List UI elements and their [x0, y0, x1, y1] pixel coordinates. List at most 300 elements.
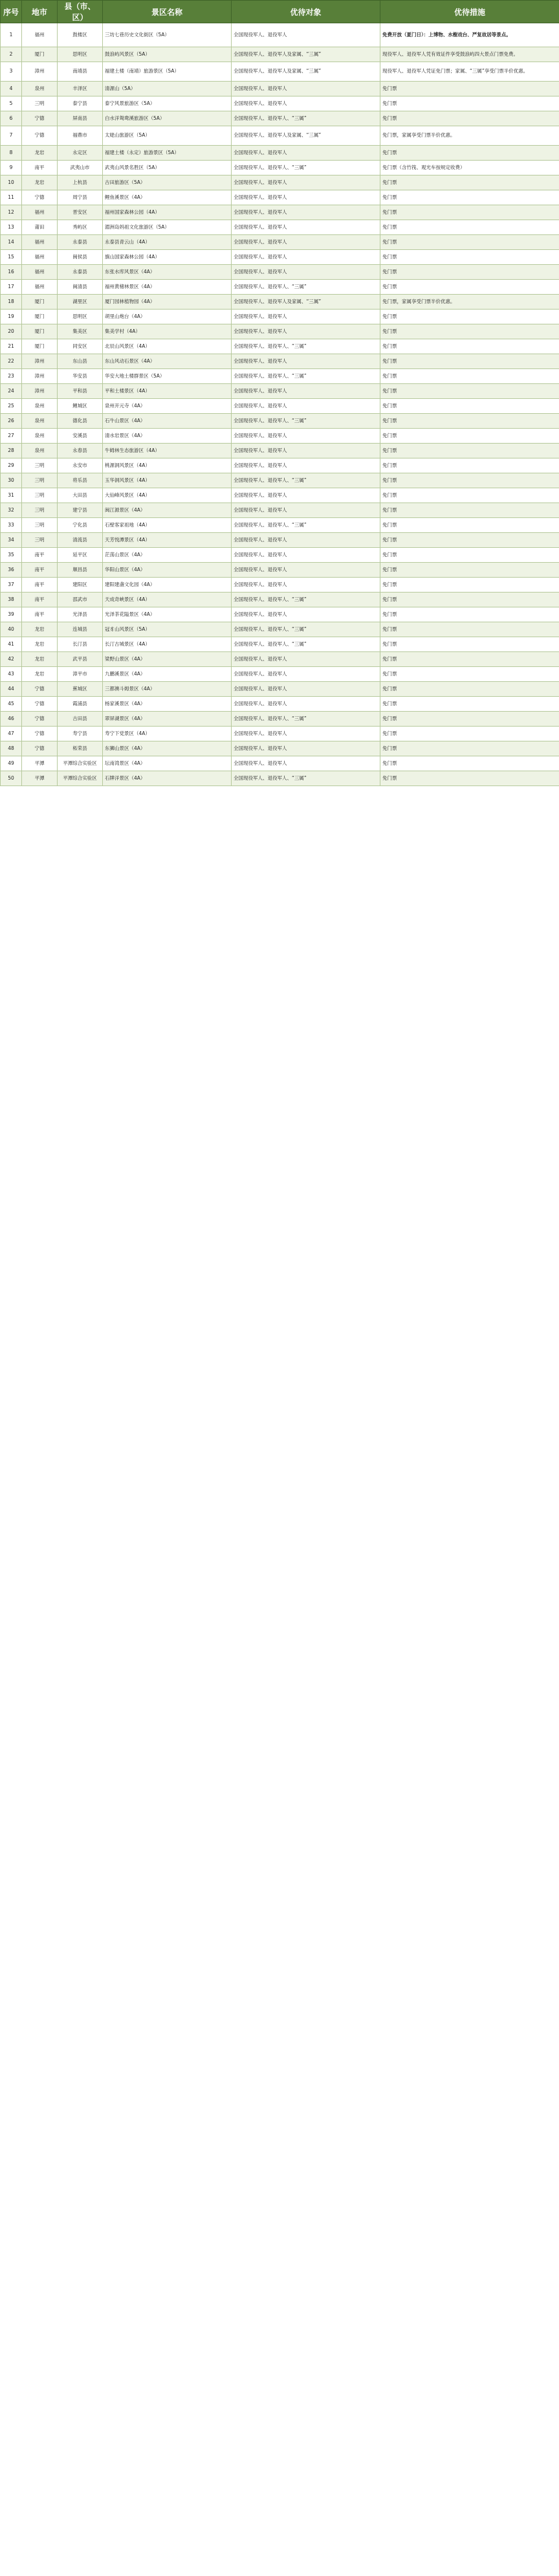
row-county: 平潭综合实验区 [58, 756, 103, 771]
row-city: 三明 [22, 518, 58, 533]
row-scenic-name: 福州国家森林公园（4A） [103, 205, 232, 220]
row-city: 三明 [22, 503, 58, 518]
row-measure: 免门票 [380, 324, 559, 339]
table-row [1, 280, 559, 295]
row-city: 宁德 [22, 697, 58, 712]
row-county: 建阳区 [58, 578, 103, 593]
row-county: 华安县 [58, 369, 103, 384]
row-measure: 免门票 [380, 756, 559, 771]
row-target: 全国现役军人、退役军人、“三属” [232, 111, 380, 126]
row-no: 49 [1, 756, 22, 771]
row-county: 东山县 [58, 354, 103, 369]
row-no: 35 [1, 548, 22, 563]
row-scenic-name: 石牛山景区（4A） [103, 414, 232, 429]
row-county: 漳平市 [58, 667, 103, 682]
row-measure: 免门票 [380, 205, 559, 220]
row-no: 47 [1, 727, 22, 741]
row-county: 顺昌县 [58, 563, 103, 578]
table-body [1, 23, 559, 786]
row-measure: 免门票 [380, 235, 559, 250]
row-scenic-name: 泉州开元寺（4A） [103, 399, 232, 414]
row-scenic-name: 冠豸山风景区（5A） [103, 622, 232, 637]
row-target: 全国现役军人、退役军人、“三属” [232, 339, 380, 354]
row-city: 宁德 [22, 126, 58, 146]
table-row [1, 458, 559, 473]
table-row [1, 384, 559, 399]
row-target: 全国现役军人、退役军人 [232, 265, 380, 280]
row-scenic-name: 太姥山旅游区（5A） [103, 126, 232, 146]
header-measure: 优待措施 [380, 1, 559, 23]
row-city: 厦门 [22, 310, 58, 324]
row-target: 全国现役军人、退役军人 [232, 399, 380, 414]
row-measure: 免门票 [380, 637, 559, 652]
row-target: 全国现役军人、退役军人及家属、“三属” [232, 47, 380, 62]
row-no: 48 [1, 741, 22, 756]
row-city: 福州 [22, 250, 58, 265]
row-no: 23 [1, 369, 22, 384]
row-target: 全国现役军人、退役军人 [232, 503, 380, 518]
row-measure: 免门票（含竹筏、观光车按规定收费） [380, 161, 559, 175]
row-county: 蕉城区 [58, 682, 103, 697]
table-row [1, 111, 559, 126]
row-county: 周宁县 [58, 190, 103, 205]
row-county: 永泰县 [58, 265, 103, 280]
row-scenic-name: 寿宁下党景区（4A） [103, 727, 232, 741]
row-target: 全国现役军人、退役军人 [232, 697, 380, 712]
row-measure: 免门票 [380, 220, 559, 235]
row-city: 宁德 [22, 190, 58, 205]
row-no: 27 [1, 429, 22, 444]
table-row [1, 414, 559, 429]
row-city: 南平 [22, 548, 58, 563]
row-scenic-name: 玉华洞风景区（4A） [103, 473, 232, 488]
table-row [1, 175, 559, 190]
row-no: 7 [1, 126, 22, 146]
row-county: 永定区 [58, 146, 103, 161]
table-row [1, 190, 559, 205]
row-city: 三明 [22, 473, 58, 488]
row-no: 37 [1, 578, 22, 593]
table-row [1, 265, 559, 280]
row-measure: 免门票 [380, 712, 559, 727]
table-row [1, 712, 559, 727]
row-no: 21 [1, 339, 22, 354]
row-measure: 免门票 [380, 563, 559, 578]
row-measure: 免门票 [380, 622, 559, 637]
row-measure: 免门票 [380, 593, 559, 607]
row-no: 20 [1, 324, 22, 339]
row-target: 全国现役军人、退役军人 [232, 548, 380, 563]
row-city: 平潭 [22, 756, 58, 771]
row-measure: 免门票 [380, 354, 559, 369]
table-row [1, 205, 559, 220]
row-city: 漳州 [22, 354, 58, 369]
row-scenic-name: 梁野山景区（4A） [103, 652, 232, 667]
row-county: 集美区 [58, 324, 103, 339]
row-county: 清流县 [58, 533, 103, 548]
row-city: 南平 [22, 578, 58, 593]
row-scenic-name: 大仙峰风景区（4A） [103, 488, 232, 503]
row-no: 33 [1, 518, 22, 533]
table-row [1, 548, 559, 563]
row-target: 全国现役军人、退役军人 [232, 578, 380, 593]
row-target: 全国现役军人、退役军人 [232, 682, 380, 697]
row-measure: 免门票 [380, 96, 559, 111]
row-measure: 免门票 [380, 414, 559, 429]
row-measure: 免门票 [380, 339, 559, 354]
row-measure: 免门票 [380, 458, 559, 473]
row-city: 三明 [22, 458, 58, 473]
table-row [1, 444, 559, 458]
row-scenic-name: 三坊七巷历史文化街区（5A） [103, 23, 232, 47]
row-target: 全国现役军人、退役军人、“三属” [232, 414, 380, 429]
table-row [1, 23, 559, 47]
row-target: 全国现役军人、退役军人 [232, 146, 380, 161]
row-scenic-name: 石牌洋景区（4A） [103, 771, 232, 786]
row-scenic-name: 福建土楼（永定）旅游景区（5A） [103, 146, 232, 161]
row-city: 宁德 [22, 111, 58, 126]
row-measure: 免门票 [380, 310, 559, 324]
row-no: 22 [1, 354, 22, 369]
row-scenic-name: 湄洲岛妈祖文化旅游区（5A） [103, 220, 232, 235]
row-no: 44 [1, 682, 22, 697]
row-no: 38 [1, 593, 22, 607]
row-scenic-name: 福建土楼（南靖）旅游景区（5A） [103, 62, 232, 82]
row-no: 29 [1, 458, 22, 473]
table-row [1, 250, 559, 265]
row-scenic-name: 旗山国家森林公园（4A） [103, 250, 232, 265]
row-measure: 免费开放（夏门日）：上博物、水榭戏台、严复故居等景点。 [380, 23, 559, 47]
row-city: 泉州 [22, 82, 58, 96]
row-measure: 免门票 [380, 697, 559, 712]
row-county: 同安区 [58, 339, 103, 354]
row-scenic-name: 古田旅游区（5A） [103, 175, 232, 190]
row-no: 28 [1, 444, 22, 458]
table-row [1, 62, 559, 82]
policy-table [0, 0, 559, 786]
row-no: 5 [1, 96, 22, 111]
row-no: 17 [1, 280, 22, 295]
policy-table-sheet [0, 0, 559, 786]
row-city: 平潭 [22, 771, 58, 786]
row-target: 全国现役军人、退役军人、“三属” [232, 637, 380, 652]
row-target: 全国现役军人、退役军人、“三属” [232, 593, 380, 607]
row-scenic-name: 光泽茶花隘景区（4A） [103, 607, 232, 622]
table-row [1, 741, 559, 756]
row-scenic-name: 北辰山风景区（4A） [103, 339, 232, 354]
row-city: 南平 [22, 593, 58, 607]
row-target: 全国现役军人、退役军人及家属、“三属” [232, 126, 380, 146]
row-scenic-name: 建阳建盏文化园（4A） [103, 578, 232, 593]
header-city: 地市 [22, 1, 58, 23]
row-measure: 免门票 [380, 518, 559, 533]
row-scenic-name: 石壁客家祖地（4A） [103, 518, 232, 533]
row-county: 福鼎市 [58, 126, 103, 146]
row-no: 39 [1, 607, 22, 622]
row-scenic-name: 清源山（5A） [103, 82, 232, 96]
row-measure: 免门票 [380, 190, 559, 205]
row-city: 漳州 [22, 369, 58, 384]
row-target: 全国现役军人、退役军人 [232, 96, 380, 111]
row-county: 安溪县 [58, 429, 103, 444]
row-county: 上杭县 [58, 175, 103, 190]
row-target: 全国现役军人、退役军人 [232, 667, 380, 682]
row-target: 全国现役军人、退役军人 [232, 324, 380, 339]
row-target: 全国现役军人、退役军人、“三属” [232, 473, 380, 488]
row-scenic-name: 华阳山景区（4A） [103, 563, 232, 578]
row-scenic-name: 天成奇峡景区（4A） [103, 593, 232, 607]
row-scenic-name: 东山风动石景区（4A） [103, 354, 232, 369]
row-city: 泉州 [22, 399, 58, 414]
row-target: 全国现役军人、退役军人、“三属” [232, 622, 380, 637]
table-row [1, 324, 559, 339]
row-county: 延平区 [58, 548, 103, 563]
header-target: 优待对象 [232, 1, 380, 23]
row-measure: 免门票 [380, 473, 559, 488]
row-city: 漳州 [22, 62, 58, 82]
row-county: 闽侯县 [58, 250, 103, 265]
row-county: 思明区 [58, 310, 103, 324]
row-no: 1 [1, 23, 22, 47]
row-target: 全国现役军人、退役军人 [232, 384, 380, 399]
row-city: 南平 [22, 161, 58, 175]
row-measure: 免门票 [380, 727, 559, 741]
row-measure: 免门票 [380, 111, 559, 126]
row-county: 武平县 [58, 652, 103, 667]
row-no: 40 [1, 622, 22, 637]
row-scenic-name: 平和土楼景区（4A） [103, 384, 232, 399]
row-target: 全国现役军人、退役军人 [232, 82, 380, 96]
table-row [1, 235, 559, 250]
row-county: 泰宁县 [58, 96, 103, 111]
table-row [1, 161, 559, 175]
row-county: 屏南县 [58, 111, 103, 126]
row-target: 全国现役军人、退役军人 [232, 741, 380, 756]
row-measure: 免门票 [380, 384, 559, 399]
row-target: 全国现役军人、退役军人 [232, 175, 380, 190]
table-row [1, 354, 559, 369]
row-county: 长汀县 [58, 637, 103, 652]
row-scenic-name: 清水岩景区（4A） [103, 429, 232, 444]
table-row [1, 697, 559, 712]
row-county: 武夷山市 [58, 161, 103, 175]
row-target: 全国现役军人、退役军人 [232, 250, 380, 265]
table-row [1, 756, 559, 771]
row-measure: 免门票 [380, 444, 559, 458]
row-measure: 免门票 [380, 741, 559, 756]
row-target: 全国现役军人、退役军人 [232, 205, 380, 220]
row-measure: 免门票 [380, 578, 559, 593]
table-row [1, 339, 559, 354]
row-city: 泉州 [22, 414, 58, 429]
table-row [1, 429, 559, 444]
table-row [1, 667, 559, 682]
row-measure: 免门票 [380, 265, 559, 280]
row-no: 13 [1, 220, 22, 235]
row-target: 全国现役军人、退役军人、“三属” [232, 161, 380, 175]
row-no: 18 [1, 295, 22, 310]
row-no: 3 [1, 62, 22, 82]
row-city: 厦门 [22, 295, 58, 310]
row-city: 厦门 [22, 339, 58, 354]
row-county: 鼓楼区 [58, 23, 103, 47]
row-county: 平和县 [58, 384, 103, 399]
row-no: 8 [1, 146, 22, 161]
row-target: 全国现役军人、退役军人及家属、“三属” [232, 295, 380, 310]
row-scenic-name: 长汀古城景区（4A） [103, 637, 232, 652]
table-row [1, 637, 559, 652]
row-measure: 免门票 [380, 280, 559, 295]
row-target: 全国现役军人、退役军人、“三属” [232, 369, 380, 384]
row-no: 26 [1, 414, 22, 429]
table-row [1, 295, 559, 310]
row-target: 全国现役军人、退役军人 [232, 444, 380, 458]
table-row [1, 146, 559, 161]
row-measure: 免门票 [380, 503, 559, 518]
row-no: 32 [1, 503, 22, 518]
row-county: 邵武市 [58, 593, 103, 607]
row-city: 福州 [22, 280, 58, 295]
row-city: 泉州 [22, 429, 58, 444]
row-target: 全国现役军人、退役军人、“三属” [232, 712, 380, 727]
header-county: 县（市、区） [58, 1, 103, 23]
row-city: 龙岩 [22, 652, 58, 667]
row-county: 永安市 [58, 458, 103, 473]
row-target: 全国现役军人、退役军人 [232, 23, 380, 47]
row-target: 全国现役军人、退役军人、“三属” [232, 280, 380, 295]
row-city: 福州 [22, 205, 58, 220]
row-scenic-name: 闽江源景区（4A） [103, 503, 232, 518]
row-county: 霞浦县 [58, 697, 103, 712]
row-measure: 免门票 [380, 488, 559, 503]
row-no: 31 [1, 488, 22, 503]
row-county: 闽清县 [58, 280, 103, 295]
row-county: 光泽县 [58, 607, 103, 622]
row-measure: 免门票 [380, 369, 559, 384]
row-county: 思明区 [58, 47, 103, 62]
row-scenic-name: 九鹏溪景区（4A） [103, 667, 232, 682]
table-row [1, 47, 559, 62]
row-no: 6 [1, 111, 22, 126]
row-scenic-name: 华安大地土楼群景区（5A） [103, 369, 232, 384]
row-scenic-name: 泰宁风景旅游区（5A） [103, 96, 232, 111]
table-row [1, 771, 559, 786]
row-no: 9 [1, 161, 22, 175]
row-measure: 免门票，家属享受门票半价优惠。 [380, 295, 559, 310]
row-city: 龙岩 [22, 146, 58, 161]
row-measure: 免门票 [380, 175, 559, 190]
row-county: 湖里区 [58, 295, 103, 310]
table-row [1, 473, 559, 488]
row-county: 永泰县 [58, 235, 103, 250]
row-scenic-name: 永泰县青云山（4A） [103, 235, 232, 250]
table-row [1, 533, 559, 548]
table-row [1, 727, 559, 741]
table-row [1, 96, 559, 111]
row-county: 宁化县 [58, 518, 103, 533]
row-city: 漳州 [22, 384, 58, 399]
row-measure: 免门票 [380, 533, 559, 548]
row-city: 三明 [22, 96, 58, 111]
row-measure: 免门票 [380, 607, 559, 622]
row-measure: 免门票 [380, 652, 559, 667]
table-row [1, 518, 559, 533]
header-scenic-name: 景区名称 [103, 1, 232, 23]
table-row [1, 563, 559, 578]
row-target: 全国现役军人、退役军人 [232, 533, 380, 548]
table-row [1, 126, 559, 146]
row-county: 寿宁县 [58, 727, 103, 741]
row-target: 全国现役军人、退役军人 [232, 563, 380, 578]
row-county: 柘荣县 [58, 741, 103, 756]
table-row [1, 503, 559, 518]
table-row [1, 220, 559, 235]
row-target: 全国现役军人、退役军人 [232, 607, 380, 622]
row-scenic-name: 集美学村（4A） [103, 324, 232, 339]
table-row [1, 310, 559, 324]
row-no: 19 [1, 310, 22, 324]
row-scenic-name: 东张水库风景区（4A） [103, 265, 232, 280]
row-scenic-name: 茫荡山景区（4A） [103, 548, 232, 563]
row-measure: 现役军人、退役军人凭有效证件享受鼓浪屿四大景点门票免费。 [380, 47, 559, 62]
row-target: 全国现役军人、退役军人、“三属” [232, 771, 380, 786]
row-no: 16 [1, 265, 22, 280]
row-county: 建宁县 [58, 503, 103, 518]
row-county: 将乐县 [58, 473, 103, 488]
header-no: 序号 [1, 1, 22, 23]
row-no: 36 [1, 563, 22, 578]
row-target: 全国现役军人、退役军人 [232, 429, 380, 444]
row-county: 连城县 [58, 622, 103, 637]
row-city: 泉州 [22, 444, 58, 458]
row-city: 龙岩 [22, 667, 58, 682]
row-measure: 免门票，家属享受门票半价优惠。 [380, 126, 559, 146]
row-city: 宁德 [22, 682, 58, 697]
row-city: 南平 [22, 563, 58, 578]
row-measure: 免门票 [380, 667, 559, 682]
row-target: 全国现役军人、退役军人、“三属” [232, 518, 380, 533]
row-no: 4 [1, 82, 22, 96]
row-scenic-name: 东狮山景区（4A） [103, 741, 232, 756]
row-measure: 免门票 [380, 682, 559, 697]
table-row [1, 578, 559, 593]
row-city: 宁德 [22, 727, 58, 741]
row-scenic-name: 鲤鱼溪景区（4A） [103, 190, 232, 205]
table-row [1, 82, 559, 96]
row-measure: 免门票 [380, 250, 559, 265]
row-city: 莆田 [22, 220, 58, 235]
row-city: 龙岩 [22, 622, 58, 637]
row-no: 15 [1, 250, 22, 265]
row-county: 古田县 [58, 712, 103, 727]
row-measure: 免门票 [380, 82, 559, 96]
row-target: 全国现役军人、退役军人 [232, 354, 380, 369]
row-scenic-name: 坛南湾景区（4A） [103, 756, 232, 771]
row-target: 全国现役军人、退役军人 [232, 756, 380, 771]
row-city: 三明 [22, 488, 58, 503]
table-row [1, 682, 559, 697]
row-city: 龙岩 [22, 637, 58, 652]
row-city: 龙岩 [22, 175, 58, 190]
row-city: 福州 [22, 265, 58, 280]
row-county: 晋安区 [58, 205, 103, 220]
row-no: 34 [1, 533, 22, 548]
row-target: 全国现役军人、退役军人 [232, 190, 380, 205]
table-row [1, 488, 559, 503]
row-measure: 免门票 [380, 548, 559, 563]
row-scenic-name: 翠屏湖景区（4A） [103, 712, 232, 727]
row-no: 50 [1, 771, 22, 786]
